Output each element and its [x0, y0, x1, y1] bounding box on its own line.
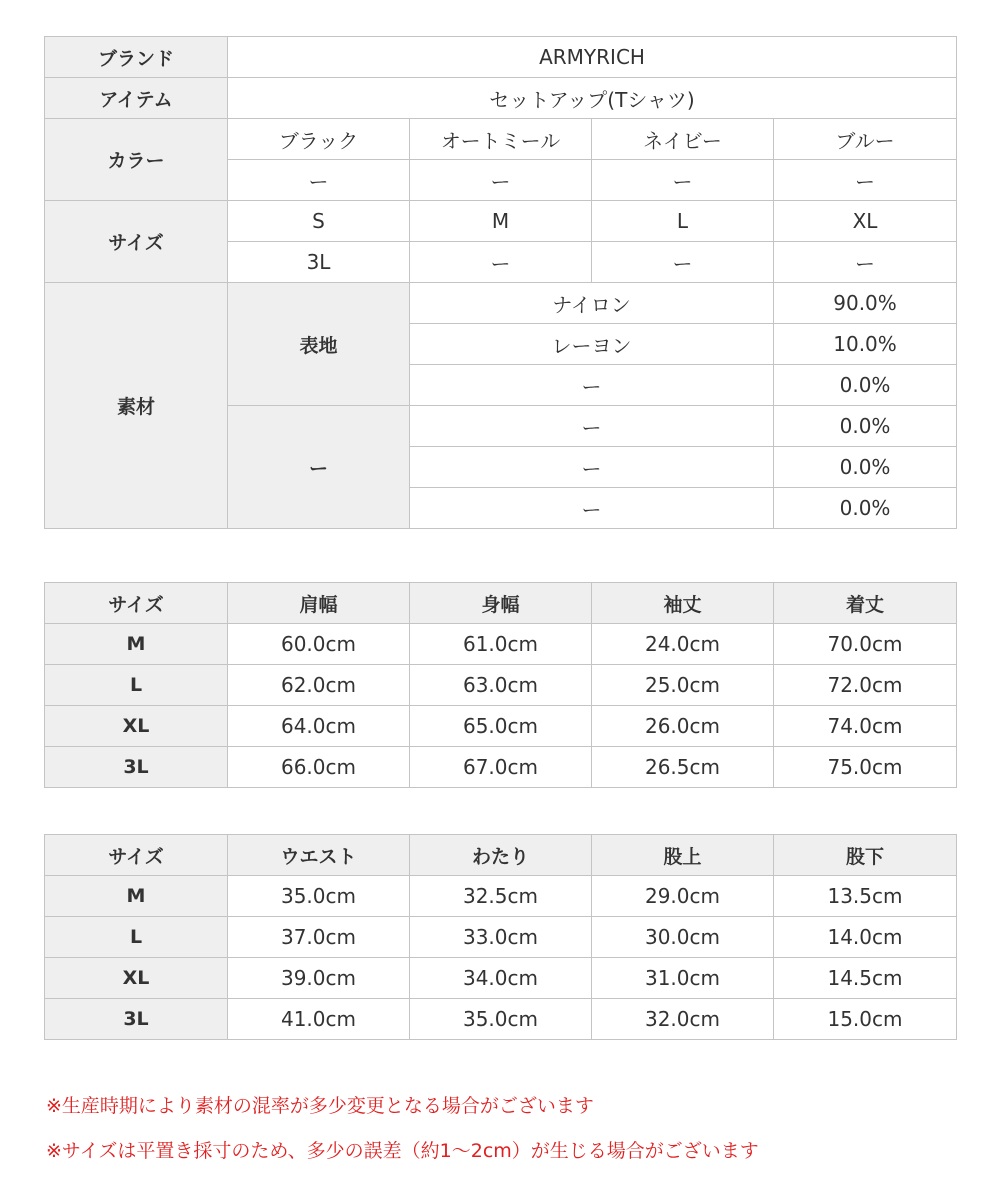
- table-cell: 63.0cm: [410, 665, 592, 706]
- table-cell: 60.0cm: [228, 624, 410, 665]
- material-percent: 0.0%: [774, 406, 957, 447]
- material-name: レーヨン: [410, 324, 774, 365]
- item-value: セットアップ(Tシャツ): [228, 78, 957, 119]
- material-row: [45, 283, 957, 324]
- size-name: XL: [45, 958, 228, 999]
- material-name: ナイロン: [410, 283, 774, 324]
- material-name: ー: [410, 406, 774, 447]
- table-cell: 37.0cm: [228, 917, 410, 958]
- table-row: [45, 917, 957, 958]
- table-cell: 66.0cm: [228, 747, 410, 788]
- size-name: 3L: [45, 999, 228, 1040]
- material-label: 素材: [45, 283, 228, 529]
- size-cell: M: [410, 201, 592, 242]
- item-label: アイテム: [45, 78, 228, 119]
- table-cell: 35.0cm: [410, 999, 592, 1040]
- table-cell: 31.0cm: [592, 958, 774, 999]
- table-cell: 32.5cm: [410, 876, 592, 917]
- brand-value: ARMYRICH: [228, 37, 957, 78]
- size-cell: ー: [774, 242, 957, 283]
- column-header: 股下: [774, 835, 957, 876]
- table-cell: 14.0cm: [774, 917, 957, 958]
- table-cell: 24.0cm: [592, 624, 774, 665]
- color-cell: オートミール: [410, 119, 592, 160]
- size-cell: 3L: [228, 242, 410, 283]
- material-percent: 10.0%: [774, 324, 957, 365]
- table-cell: 67.0cm: [410, 747, 592, 788]
- table-cell: 61.0cm: [410, 624, 592, 665]
- size-label: サイズ: [45, 201, 228, 283]
- table-cell: 65.0cm: [410, 706, 592, 747]
- table-cell: 32.0cm: [592, 999, 774, 1040]
- size-cell: XL: [774, 201, 957, 242]
- table-row: [45, 665, 957, 706]
- color-cell: ー: [592, 160, 774, 201]
- notes: [46, 1093, 759, 1183]
- color-row: [45, 119, 957, 160]
- color-cell: ー: [774, 160, 957, 201]
- spec-table: [44, 36, 957, 529]
- material-percent: 90.0%: [774, 283, 957, 324]
- size-name: L: [45, 917, 228, 958]
- column-header: わたり: [410, 835, 592, 876]
- table-cell: 26.0cm: [592, 706, 774, 747]
- brand-row: [45, 37, 957, 78]
- top-size-table: [44, 582, 957, 788]
- header-row: [45, 835, 957, 876]
- material-group-label: ー: [228, 406, 410, 529]
- brand-label: ブランド: [45, 37, 228, 78]
- table-cell: 33.0cm: [410, 917, 592, 958]
- table-cell: 75.0cm: [774, 747, 957, 788]
- column-header: 身幅: [410, 583, 592, 624]
- table-cell: 62.0cm: [228, 665, 410, 706]
- table-cell: 34.0cm: [410, 958, 592, 999]
- header-row: [45, 583, 957, 624]
- table-cell: 15.0cm: [774, 999, 957, 1040]
- table-row: [45, 624, 957, 665]
- table-cell: 30.0cm: [592, 917, 774, 958]
- note-text: ※生産時期により素材の混率が多少変更となる場合がございます: [46, 1095, 594, 1117]
- table-cell: 25.0cm: [592, 665, 774, 706]
- color-cell: ー: [228, 160, 410, 201]
- color-cell: ネイビー: [592, 119, 774, 160]
- size-cell: L: [592, 201, 774, 242]
- column-header: 着丈: [774, 583, 957, 624]
- size-name: M: [45, 876, 228, 917]
- material-group-label: 表地: [228, 283, 410, 406]
- size-cell: ー: [592, 242, 774, 283]
- table-cell: 14.5cm: [774, 958, 957, 999]
- table-cell: 41.0cm: [228, 999, 410, 1040]
- size-name: XL: [45, 706, 228, 747]
- column-header: サイズ: [45, 583, 228, 624]
- table-cell: 26.5cm: [592, 747, 774, 788]
- size-name: M: [45, 624, 228, 665]
- table-cell: 72.0cm: [774, 665, 957, 706]
- table-cell: 64.0cm: [228, 706, 410, 747]
- table-row: [45, 706, 957, 747]
- item-row: [45, 78, 957, 119]
- size-row: [45, 201, 957, 242]
- table-cell: 39.0cm: [228, 958, 410, 999]
- size-name: 3L: [45, 747, 228, 788]
- column-header: 袖丈: [592, 583, 774, 624]
- table-cell: 74.0cm: [774, 706, 957, 747]
- size-cell: ー: [410, 242, 592, 283]
- color-cell: ブルー: [774, 119, 957, 160]
- table-cell: 35.0cm: [228, 876, 410, 917]
- size-name: L: [45, 665, 228, 706]
- color-cell: ー: [410, 160, 592, 201]
- table-row: [45, 876, 957, 917]
- size-cell: S: [228, 201, 410, 242]
- color-label: カラー: [45, 119, 228, 201]
- column-header: 肩幅: [228, 583, 410, 624]
- material-percent: 0.0%: [774, 365, 957, 406]
- column-header: 股上: [592, 835, 774, 876]
- column-header: サイズ: [45, 835, 228, 876]
- material-name: ー: [410, 447, 774, 488]
- table-cell: 29.0cm: [592, 876, 774, 917]
- material-percent: 0.0%: [774, 447, 957, 488]
- material-name: ー: [410, 365, 774, 406]
- column-header: ウエスト: [228, 835, 410, 876]
- table-row: [45, 999, 957, 1040]
- material-name: ー: [410, 488, 774, 529]
- table-row: [45, 747, 957, 788]
- note-text: ※サイズは平置き採寸のため、多少の誤差（約1～2cm）が生じる場合がございます: [46, 1140, 759, 1162]
- bottom-size-table: [44, 834, 957, 1040]
- material-percent: 0.0%: [774, 488, 957, 529]
- color-cell: ブラック: [228, 119, 410, 160]
- table-cell: 70.0cm: [774, 624, 957, 665]
- table-cell: 13.5cm: [774, 876, 957, 917]
- table-row: [45, 958, 957, 999]
